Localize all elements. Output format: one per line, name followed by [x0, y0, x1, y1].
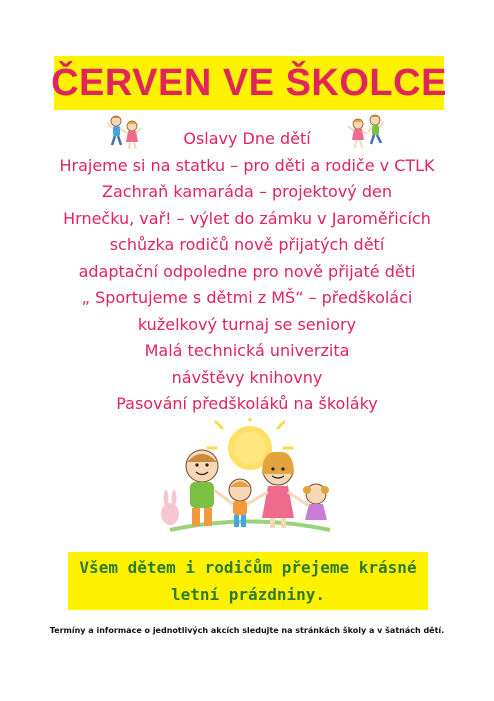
wish-banner [68, 552, 428, 610]
footer-note: Termíny a informace o jednotlivých akcích sledujte na stránkách školy a v šatnách dětí. [49, 626, 445, 635]
event-item: kuželkový turnaj se seniory [137, 314, 357, 334]
event-item: Zachraň kamaráda – projektový den [102, 182, 392, 201]
family-sun-illustration [150, 418, 350, 548]
event-item: adaptační odpoledne pro nově přijaté děti [78, 261, 416, 281]
events-list [40, 126, 454, 418]
event-item: schůzka rodičů nově přijatých dětí [109, 235, 385, 254]
title-banner [51, 56, 447, 110]
event-item: „ Sportujeme s dětmi z MŠ“ – předškoláci [81, 288, 413, 307]
page-title: ČERVEN VE ŠKOLCE [51, 61, 447, 104]
event-item: návštěvy knihovny [171, 367, 323, 387]
event-item: Hrnečku, vař! – výlet do zámku v Jaroměřicích [63, 208, 431, 228]
event-item: Malá technická univerzita [144, 341, 350, 360]
event-item: Hrajeme si na statku – pro děti a rodiče v CTLK [59, 155, 435, 175]
event-item: Pasování předškoláků na školáky [116, 394, 378, 413]
wish-line-2: letní prázdniny. [170, 585, 326, 604]
wish-line-1: Všem dětem i rodičům přejeme krásné [79, 558, 417, 577]
event-item: Oslavy Dne dětí [183, 129, 311, 148]
